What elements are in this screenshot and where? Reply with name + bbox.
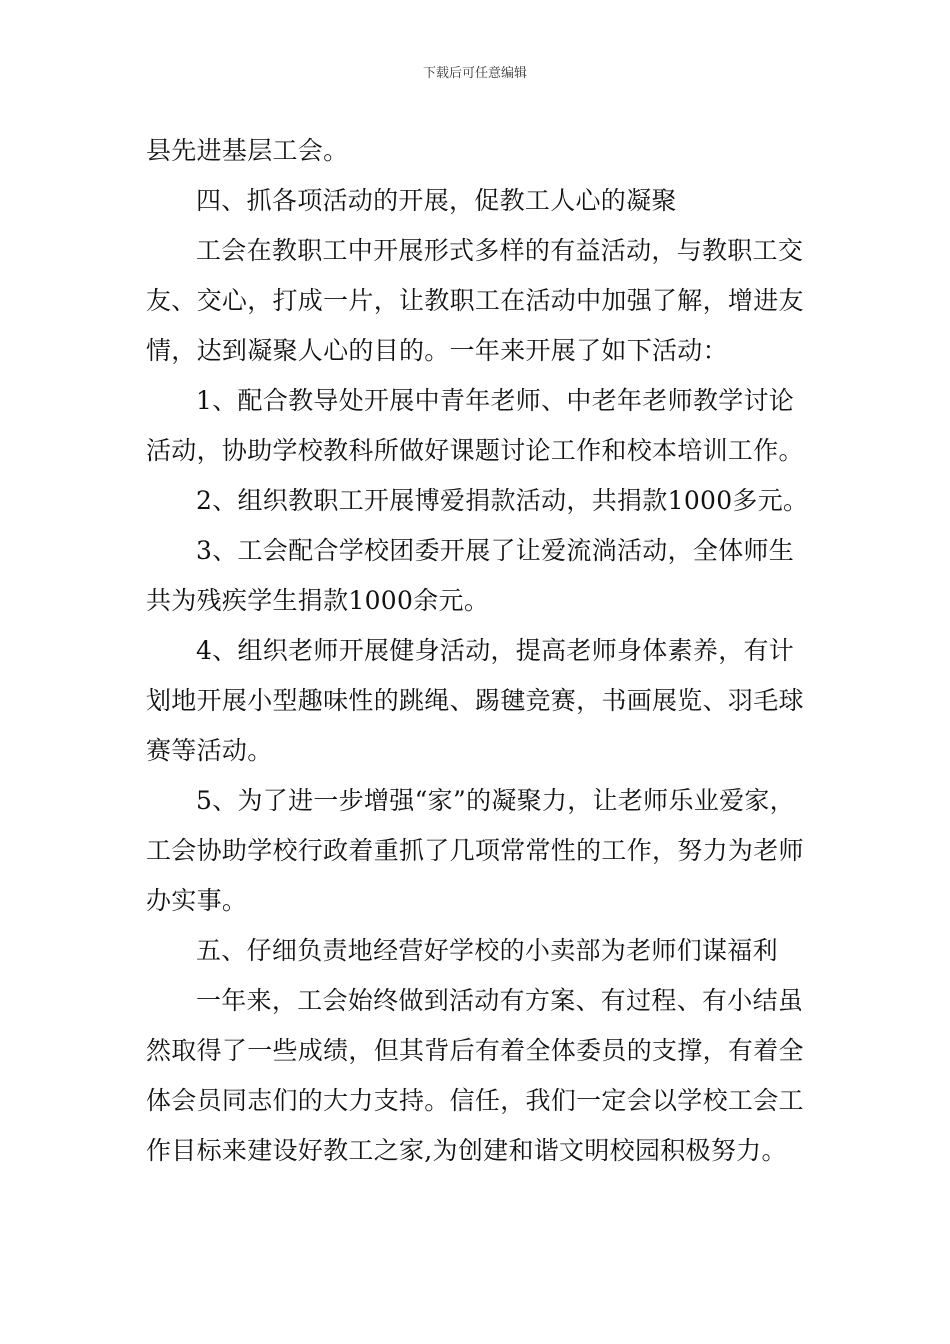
section-heading-5: 五、仔细负责地经营好学校的小卖部为老师们谋福利	[196, 936, 778, 965]
paragraph-1: 县先进基层工会。	[146, 136, 349, 165]
list-item-2: 2、组织教职工开展博爱捐款活动，共捐款1000多元。	[196, 486, 809, 515]
list-item-3: 3、工会配合学校团委开展了让爱流淌活动，全体师生共为残疾学生捐款1000余元。	[146, 536, 795, 615]
list-item-1: 1、配合教导处开展中青年老师、中老年老师教学讨论活动，协助学校教科所做好课题讨论工作和校本培训工作。	[146, 386, 804, 465]
list-item-4: 4、组织老师开展健身活动，提高老师身体素养，有计划地开展小型趣味性的跳绳、踢毽竞赛，书画展览、羽毛球赛等活动。	[146, 636, 804, 765]
paragraph-conclusion: 一年来，工会始终做到活动有方案、有过程、有小结虽然取得了一些成绩，但其背后有着全体委员的支撑，有着全体会员同志们的大力支持。信任，我们一定会以学校工会工作目标来建设好教工之家,为创建和谐文明校园积极努力。	[146, 986, 804, 1165]
document-body	[146, 126, 816, 1176]
section-heading-4: 四、抓各项活动的开展，促教工人心的凝聚	[196, 186, 677, 215]
paragraph-activities-intro: 工会在教职工中开展形式多样的有益活动，与教职工交友、交心，打成一片，让教职工在活动中加强了解，增进友情，达到凝聚人心的目的。一年来开展了如下活动：	[146, 236, 804, 365]
page-header-note: 下载后可任意编辑	[422, 66, 527, 81]
list-item-5: 5、为了进一步增强“家”的凝聚力，让老师乐业爱家，工会协助学校行政着重抓了几项常常性的工作，努力为老师办实事。	[146, 786, 804, 915]
